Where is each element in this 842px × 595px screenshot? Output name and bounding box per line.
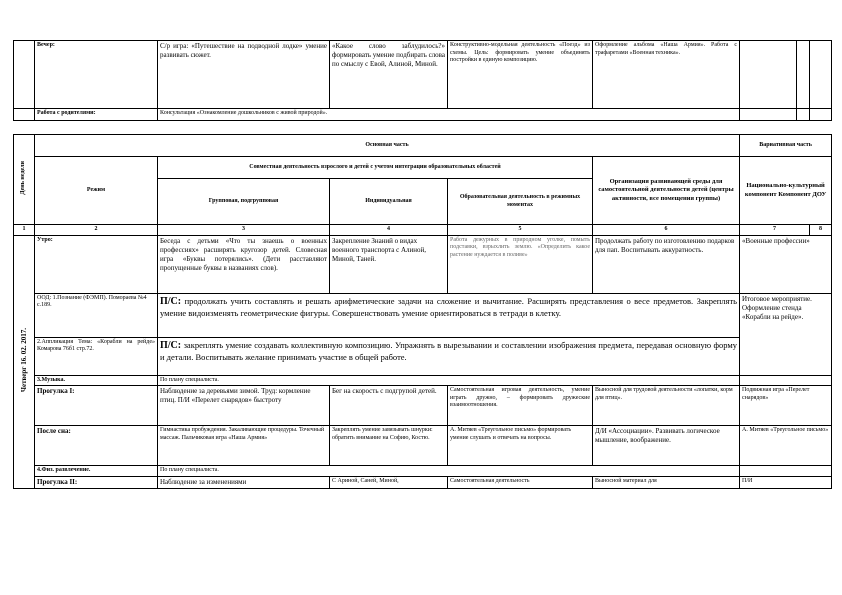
col-number: 1 [14, 225, 35, 236]
od-task-1 [158, 293, 740, 337]
morning-label: Утро: [35, 235, 158, 293]
walk1-group: Наблюдение за деревьями зимой. Труд: кормление птиц. П/И «Перелет снарядов» быстроту [158, 386, 330, 426]
walk2-environment: Выносной материал для [593, 476, 740, 488]
joint-activity-header: Совместная деятельность взрослого и детей с учетом интеграции образовательных областей [158, 157, 593, 179]
walk2-national: П/И [740, 476, 832, 488]
blank-cell [740, 375, 832, 386]
phys-text: По плану специалиста. [158, 466, 740, 477]
od-national: Итоговое мероприятие. Оформление стенда «Корабли на рейде». [740, 293, 832, 375]
blank-cell [810, 109, 832, 121]
after-sleep-individual: Закреплять умение завязывать шнурки: обратить внимание на Софию, Костю. [330, 426, 448, 466]
walk1-individual: Бег на скорость с подгрупой детей. [330, 386, 448, 426]
col-number: 5 [448, 225, 593, 236]
variative-part-header: Вариативная часть [740, 135, 832, 157]
morning-environment: Продолжать работу по изготовлению подарков для пап. Воспитывать аккуратность. [593, 235, 740, 293]
blank-cell [14, 109, 35, 121]
after-sleep-environment: Д/И «Ассоциации». Развивать логическое мышление, воображение. [593, 426, 740, 466]
after-sleep-label: После сна: [35, 426, 158, 466]
col-number: 7 [740, 225, 810, 236]
morning-group: Беседа с детьми «Что ты знаешь о военных профессиях» расширять кругозор детей. Словесная игра «Буквы потерялись». (Дети расставляют пропущенные буквы в названиях слов). [158, 235, 330, 293]
od-label-2: 2.Аппликация Тема: «Корабли на рейде» Комарова 76б1 стр.72. [35, 337, 158, 375]
day-date-cell: Четверг 16. 02. 2017. [14, 235, 35, 488]
environment-header: Организация развивающей среды для самостоятельной деятельности детей (центры активности, все помещения группы) [593, 157, 740, 225]
music-label: 3.Музыка. [35, 375, 158, 386]
walk1-national: Подвижная игра «Перелет снарядов» [740, 386, 832, 426]
parents-label: Работа с родителями: [35, 109, 158, 121]
col-number: 8 [810, 225, 832, 236]
walk2-edu: Самостоятельная деятельность [448, 476, 593, 488]
walk1-edu: Самостоятельная игровая деятельность, умение играть дружно, – формировать дружеские взаимоотношения. [448, 386, 593, 426]
blank-cell [740, 466, 832, 477]
morning-edu: Работа дежурных в природном уголке, помыть подставки, взрыхлить землю. «Определить какое растение нуждается в поливе» [448, 235, 593, 293]
walk2-label: Прогулка II: [35, 476, 158, 488]
col-number: 2 [35, 225, 158, 236]
national-component-header: Национально-культурный компонент Компонент ДОУ [740, 157, 832, 225]
edu-activity-header: Образовательная деятельность в режимных моментах [448, 179, 593, 225]
blank-cell [740, 41, 797, 109]
od-label-1: ООД: 1.Познание (ФЭМП). Помораева №4 с.189. [35, 293, 158, 337]
evening-table [13, 40, 832, 121]
od-task-2 [158, 337, 740, 375]
blank-cell [740, 109, 797, 121]
regime-header: Режим [35, 157, 158, 225]
blank-cell [797, 41, 810, 109]
walk1-environment: Выносной для трудовой деятельности «лопатки, корм для птиц». [593, 386, 740, 426]
evening-role-play: С/р игра: «Путешествие на подводной лодке» умение развивать сюжет. [158, 41, 330, 109]
group-header: Групповая, подгрупповая [158, 179, 330, 225]
after-sleep-group: Гимнастика пробуждения. Закаливающие процедуры. Точечный массаж. Пальчиковая игра «Наша Армия» [158, 426, 330, 466]
blank-cell [14, 41, 35, 109]
music-text: По плану специалиста. [158, 375, 740, 386]
od-task-2-prefix: П/С: [160, 339, 182, 351]
after-sleep-national: А. Митяев «Треугольное письмо» [740, 426, 832, 466]
walk2-individual: С Ариной, Саней, Миной, [330, 476, 448, 488]
day-column-header: День недели [14, 135, 35, 225]
col-number: 3 [158, 225, 330, 236]
od-task-1-prefix: П/С: [160, 295, 182, 307]
walk1-label: Прогулка I: [35, 386, 158, 426]
evening-label: Вечер: [35, 41, 158, 109]
blank-cell [797, 109, 810, 121]
col-number: 4 [330, 225, 448, 236]
od-task-1-text: продолжать учить составлять и решать арифметические задачи на сложение и вычитание. Расширять представления о весе предметов. Закреплять умение видоизменять геометрические фигуры. Совершенствовать умение ориентироваться в тетради в клетку. [160, 295, 738, 318]
parents-consultation: Консультация «Ознакомление дошкольников с живой природой». [158, 109, 740, 121]
main-part-header: Основная часть [35, 135, 740, 157]
evening-album: Оформление альбома «Наша Армия». Работа с трафаретами «Военная техника». [593, 41, 740, 109]
plan-table [13, 134, 832, 489]
phys-label: 4.Физ. развлечение. [35, 466, 158, 477]
walk2-group: Наблюдение за изменениями [158, 476, 330, 488]
evening-word-game: «Какое слово заблудилось?» формировать умение подбирать слова по смыслу с Евой, Алиной, Миной. [330, 41, 448, 109]
blank-cell [810, 41, 832, 109]
morning-national: «Военные профессии» [740, 235, 832, 293]
evening-construction: Конструктивно-модельная деятельность «Поезд» из схемы. Цель: формировать умение объединять постройки в единую композицию. [448, 41, 593, 109]
after-sleep-edu: А. Митяев «Треугольное письмо» формировать умение слушать и отвечать на вопросы. [448, 426, 593, 466]
col-number: 6 [593, 225, 740, 236]
od-task-2-text: закреплять умение создавать коллективную композицию. Упражнять в вырезывании и составлении изображения предмета, передавая основную форму и детали. Воспитывать желание принимать участие в общей работе. [160, 339, 738, 362]
morning-individual: Закрепление Знаний о видах военного транспорта с Алиной, Миной, Таней. [330, 235, 448, 293]
individual-header: Индивидуальная [330, 179, 448, 225]
